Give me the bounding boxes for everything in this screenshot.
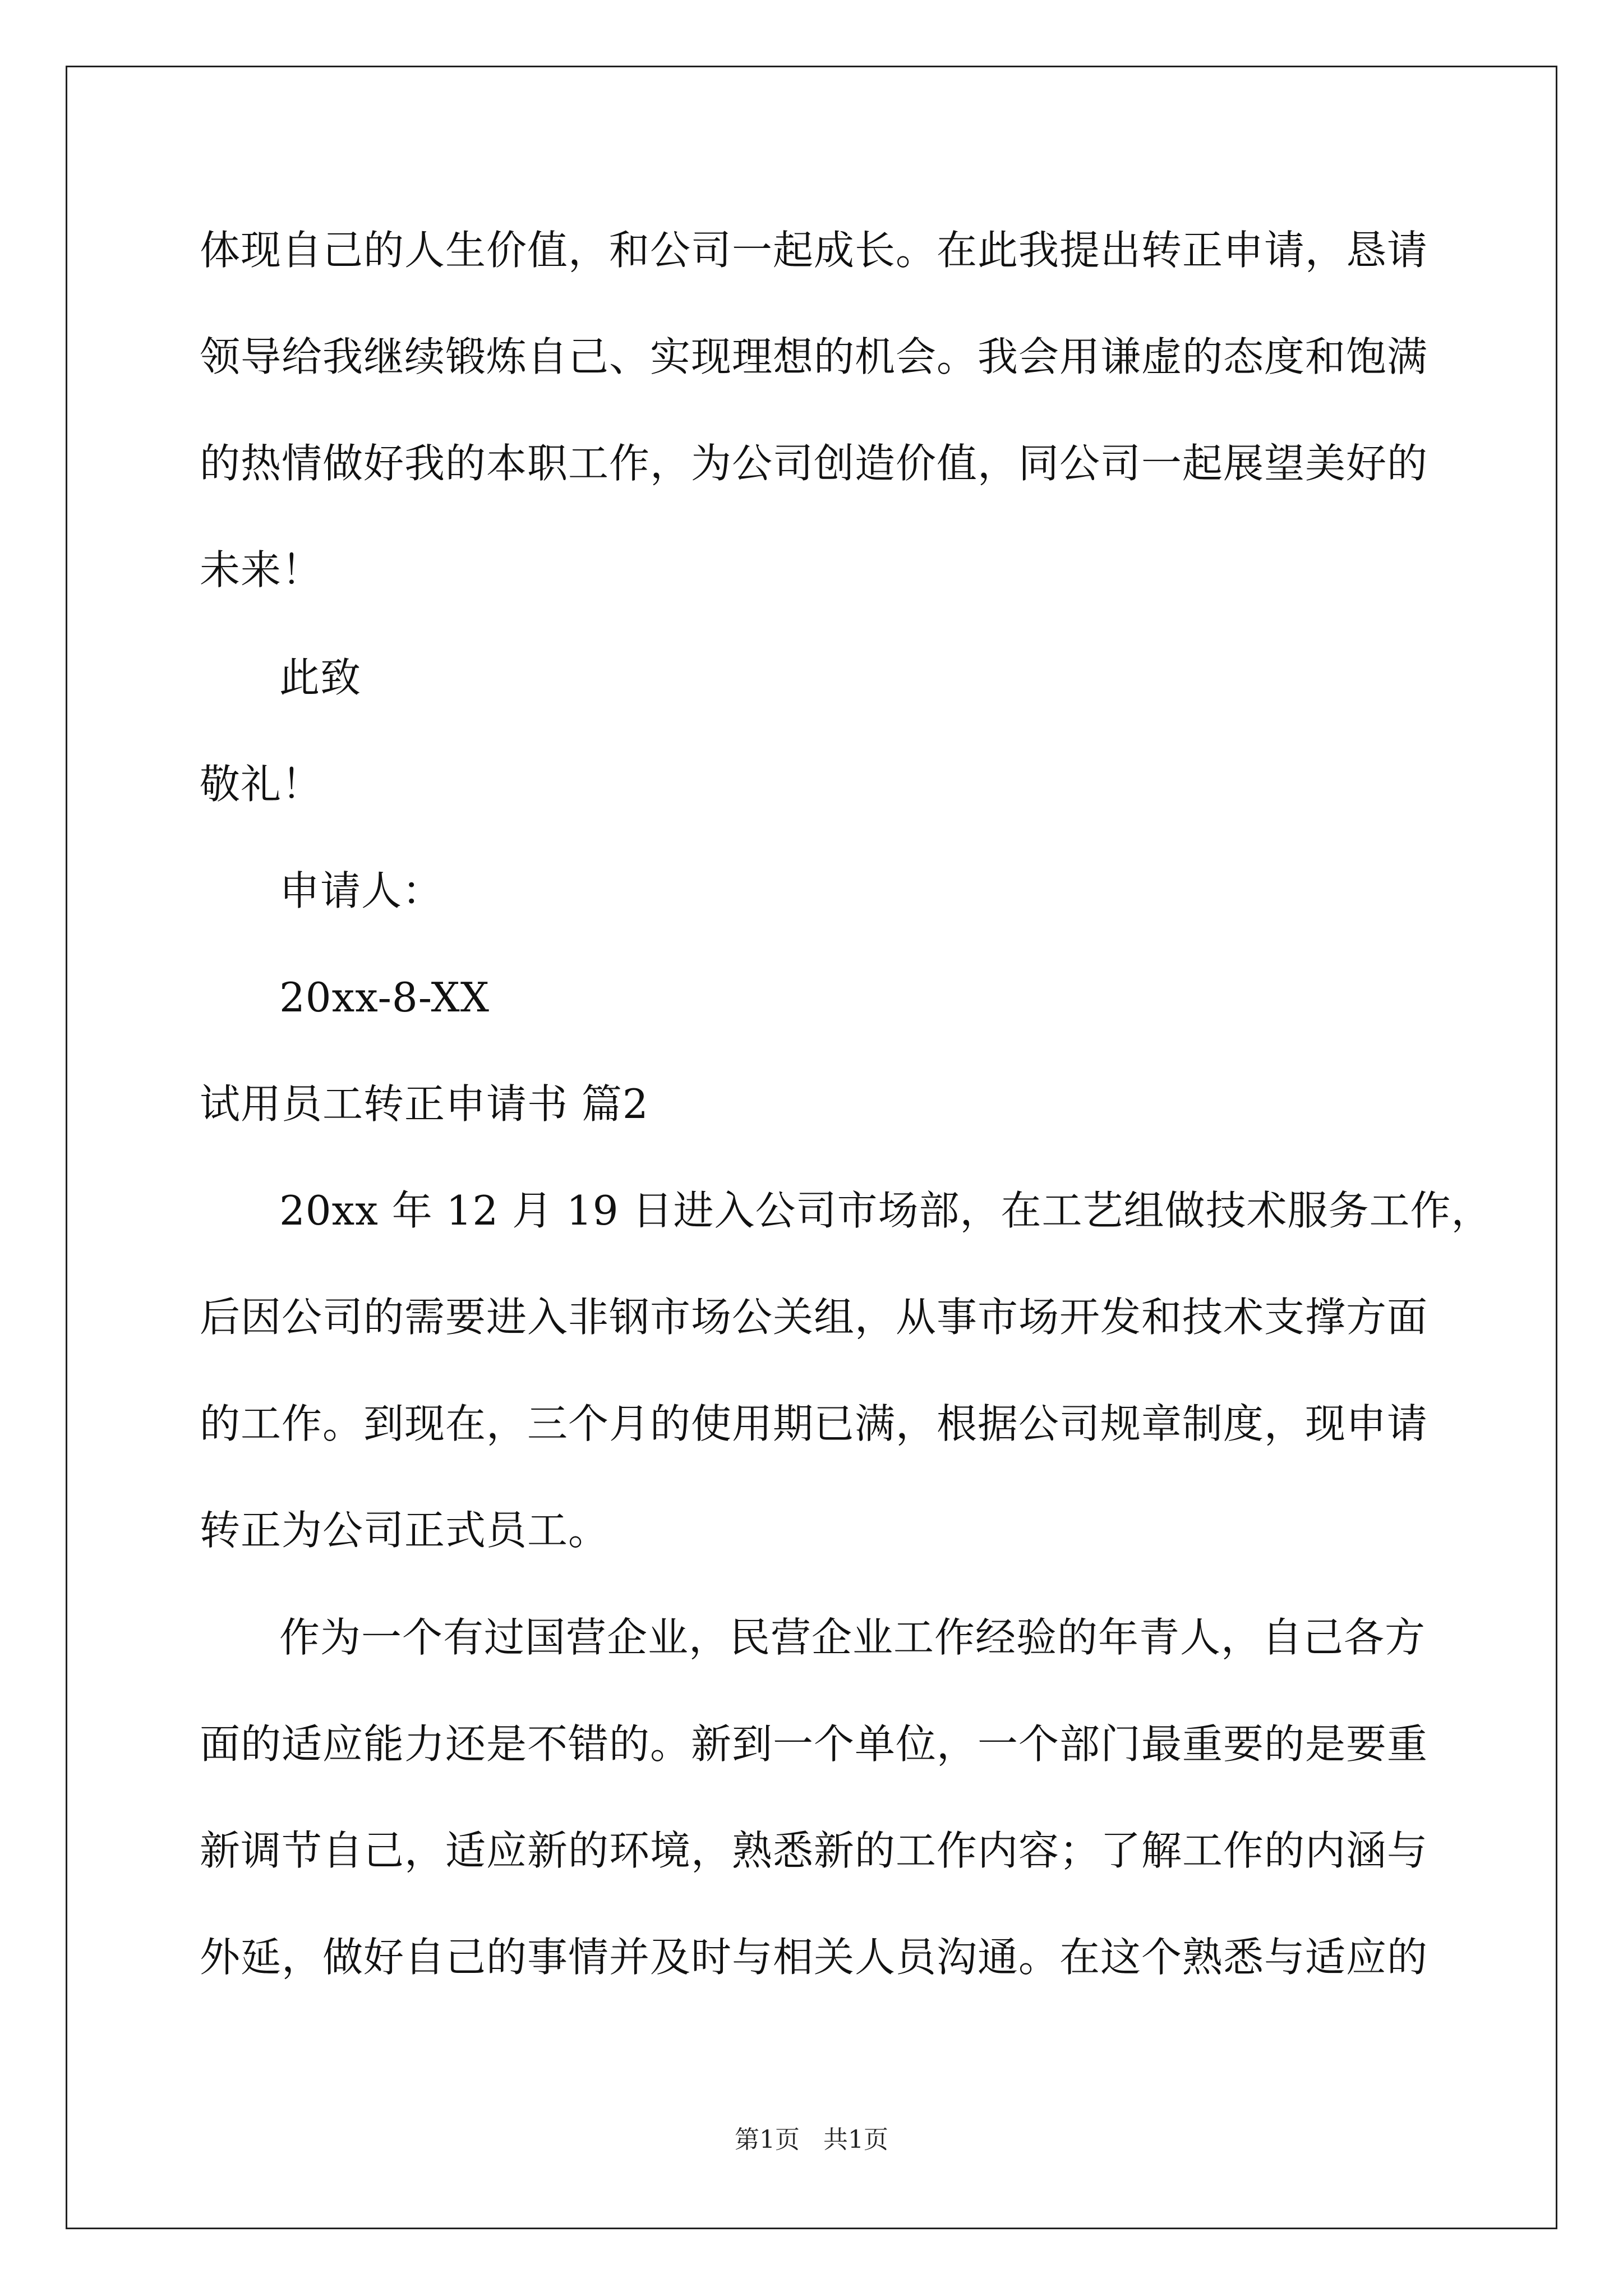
body-line: 未来！ (200, 546, 323, 593)
date: 20xx-8-XX (279, 974, 490, 1021)
page-footer: 第1页 共1页 (735, 2125, 888, 2154)
body-line: 外延，做好自己的事情并及时与相关人员沟通。在这个熟悉与适应的 (200, 1934, 1428, 1981)
body-line: 作为一个有过国营企业，民营企业工作经验的年青人，自己各方 (279, 1614, 1426, 1661)
body-line: 的工作。到现在，三个月的使用期已满，根据公司规章制度，现申请 (200, 1400, 1428, 1447)
page-border (66, 66, 1557, 2229)
salutation: 此致 (279, 654, 362, 701)
body-line: 体现自己的人生价值，和公司一起成长。在此我提出转正申请，恳请 (200, 227, 1428, 274)
body-line: 转正为公司正式员工。 (200, 1507, 610, 1554)
body-line: 面的适应能力还是不错的。新到一个单位，一个部门最重要的是要重 (200, 1720, 1428, 1768)
body-line: 后因公司的需要进入非钢市场公关组，从事市场开发和技术支撑方面 (200, 1294, 1428, 1341)
applicant-label: 申请人： (279, 867, 444, 914)
body-line: 领导给我继续锻炼自己、实现理想的机会。我会用谦虚的态度和饱满 (200, 333, 1428, 380)
body-line: 新调节自己，适应新的环境，熟悉新的工作内容；了解工作的内涵与 (200, 1827, 1428, 1874)
body-line: 20xx 年 12 月 19 日进入公司市场部，在工艺组做技术服务工作， (279, 1187, 1492, 1234)
regards: 敬礼！ (200, 761, 323, 808)
body-line: 的热情做好我的本职工作，为公司创造价值，同公司一起展望美好的 (200, 440, 1428, 487)
section-title: 试用员工转正申请书 篇2 (200, 1080, 649, 1128)
